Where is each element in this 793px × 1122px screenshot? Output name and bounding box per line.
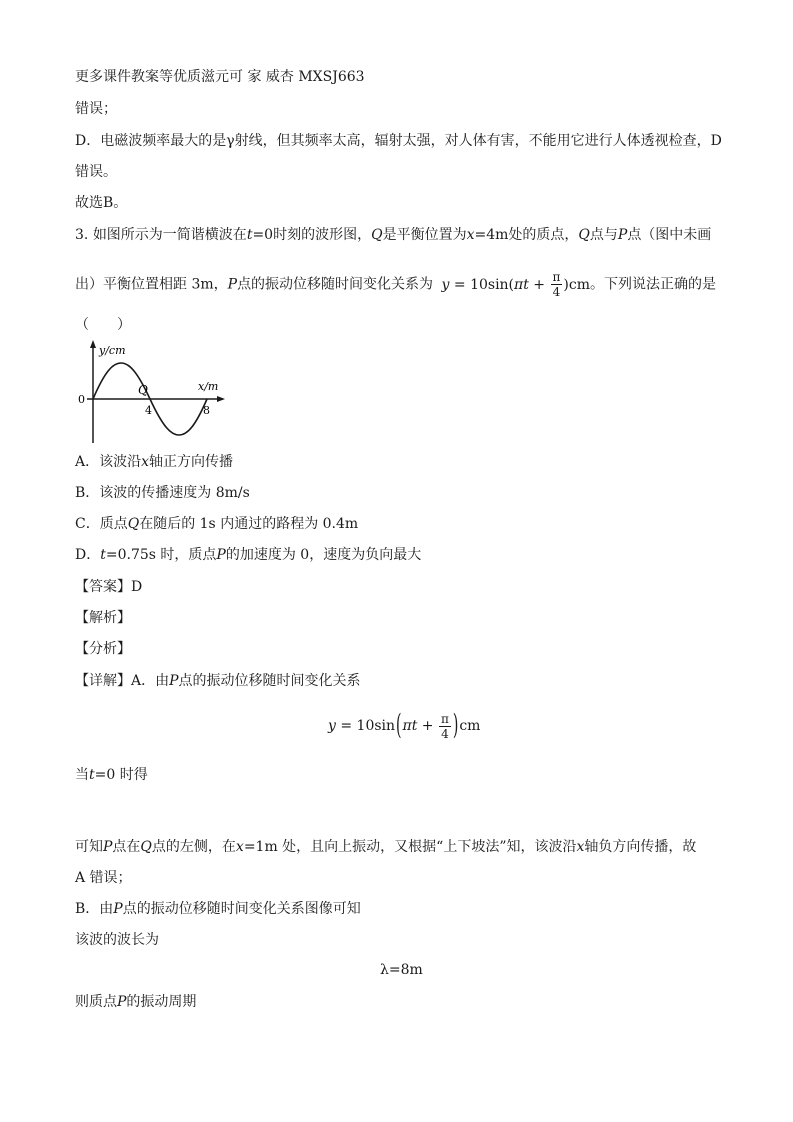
answer-line <box>75 578 142 596</box>
var-t: t <box>89 767 95 783</box>
answer-blank: （ ） <box>75 317 131 333</box>
wavelength-line: 该波的波长为 <box>75 932 159 948</box>
x-axis-label: x/m <box>198 380 219 393</box>
period-text: 则质点 <box>75 994 117 1010</box>
x-axis-arrow-icon <box>217 396 225 402</box>
b-text: B．由 <box>75 901 114 917</box>
para-text: 点在 <box>112 839 141 855</box>
tick-label-4: 4 <box>145 404 152 417</box>
b-text: 点的振动位移随时间变化关系图像可知 <box>122 901 361 917</box>
displacement-equation-display <box>328 710 480 742</box>
part-b-line <box>75 900 361 918</box>
point-q-label: Q <box>138 383 148 397</box>
prev-option-d-line2: 错误。 <box>75 164 117 180</box>
question-line1 <box>75 226 711 244</box>
eq-rhs: )cm <box>563 276 590 293</box>
var-x: x <box>466 227 475 243</box>
eq-mid: = 10sin( <box>449 276 515 293</box>
eq-pi-t: πt + <box>402 718 438 734</box>
origin-label: 0 <box>78 393 85 406</box>
detail-text: A．由 <box>131 673 170 689</box>
var-x: x <box>235 839 244 855</box>
q-text: 点（图中未画 <box>627 227 712 243</box>
eq-pi-t: πt + <box>514 276 550 293</box>
eq-fraction <box>551 270 563 299</box>
prev-line-error: 错误； <box>75 101 117 117</box>
eq-rhs: cm <box>459 718 481 734</box>
wavelength-value: λ=8m <box>380 962 423 978</box>
right-paren: ) <box>452 710 459 742</box>
eq-denominator: 4 <box>441 726 449 741</box>
prev-choose: 故选B。 <box>75 195 128 211</box>
analysis-label: 【解析】 <box>75 610 131 626</box>
detail-text: 点的振动位移随时间变化关系 <box>178 673 361 689</box>
y-axis-arrow-icon <box>90 340 96 348</box>
q-text: 出）平衡位置相距 3m， <box>75 276 228 293</box>
var-p: P <box>617 227 628 243</box>
y-axis-label: y/cm <box>99 344 126 357</box>
para-text: 可知 <box>75 839 103 855</box>
detail-label: 【详解】 <box>75 673 131 689</box>
wave-diagram <box>75 338 235 448</box>
when-text: =0 时得 <box>94 767 148 783</box>
opt-text: =0.75s 时，质点 <box>105 547 217 563</box>
var-q: Q <box>140 839 152 855</box>
q-text: 点的振动位移随时间变化关系为 <box>237 276 434 293</box>
q-text: =0时刻的波形图， <box>252 227 372 243</box>
q-text: 点与 <box>589 227 618 243</box>
var-p: P <box>117 994 127 1010</box>
var-p: P <box>169 673 179 689</box>
var-p: P <box>216 547 226 563</box>
eq-lhs: y <box>328 718 336 734</box>
option-d <box>75 546 421 564</box>
when-text: 当 <box>75 767 89 783</box>
var-t: t <box>100 547 106 563</box>
tick-label-8: 8 <box>203 404 210 417</box>
option-a <box>75 453 233 471</box>
q-text: 是平衡位置为 <box>382 227 467 243</box>
question-number: 3. <box>75 227 93 243</box>
q-text: 。下列说法正确的是 <box>589 276 716 293</box>
opt-text: 的加速度为 0，速度为负向最大 <box>225 547 422 563</box>
opt-text: 在随后的 1s 内通过的路程为 0.4m <box>139 516 359 532</box>
period-text: 的振动周期 <box>126 994 197 1010</box>
opt-text: C．质点 <box>75 516 128 532</box>
promo-header: 更多课件教案等优质滋元可 家 威杏 MXSJ663 <box>75 69 365 85</box>
answer-label: 【答案】 <box>75 579 131 595</box>
prev-option-d-line1: D．电磁波频率最大的是γ射线，但其频率太高，辐射太强，对人体有害，不能用它进行人体透视检查，D <box>75 133 722 149</box>
conclusion-line1 <box>75 838 696 856</box>
q-text: 如图所示为一简谐横波在 <box>92 227 247 243</box>
left-paren: ( <box>396 710 402 742</box>
detail-line <box>75 672 361 690</box>
var-x: x <box>576 839 585 855</box>
eq-mid: = 10sin <box>335 718 396 734</box>
opt-text: A．该波沿 <box>75 454 142 470</box>
eq-lhs: y <box>441 276 450 293</box>
var-t: t <box>246 227 253 243</box>
var-q: Q <box>578 227 590 243</box>
conclusion-line2: A 错误； <box>75 870 132 886</box>
var-q: Q <box>371 227 383 243</box>
fenxi-label: 【分析】 <box>75 641 131 657</box>
when-t0-line <box>75 766 148 784</box>
option-b: B．该波的传播速度为 8m/s <box>75 485 250 501</box>
displacement-equation <box>441 270 590 299</box>
var-x: x <box>141 454 150 470</box>
eq-fraction <box>439 712 451 741</box>
para-text: =1m 处，且向上振动，又根据“上下坡法”知，该波沿 <box>243 839 577 855</box>
question-line2 <box>75 270 716 299</box>
q-text: =4m处的质点， <box>474 227 579 243</box>
opt-text: 轴正方向传播 <box>149 454 234 470</box>
eq-numerator: π <box>440 711 449 726</box>
var-q: Q <box>127 516 140 532</box>
opt-text: D． <box>75 547 101 563</box>
option-c <box>75 515 358 533</box>
period-line <box>75 993 196 1011</box>
answer-value: D <box>131 579 143 595</box>
var-p: P <box>103 839 113 855</box>
eq-numerator: π <box>552 270 561 284</box>
var-p: P <box>227 276 238 293</box>
para-text: 点的左侧，在 <box>151 839 236 855</box>
var-p: P <box>113 901 123 917</box>
eq-denominator: 4 <box>552 285 561 299</box>
para-text: 轴负方向传播，故 <box>584 839 697 855</box>
